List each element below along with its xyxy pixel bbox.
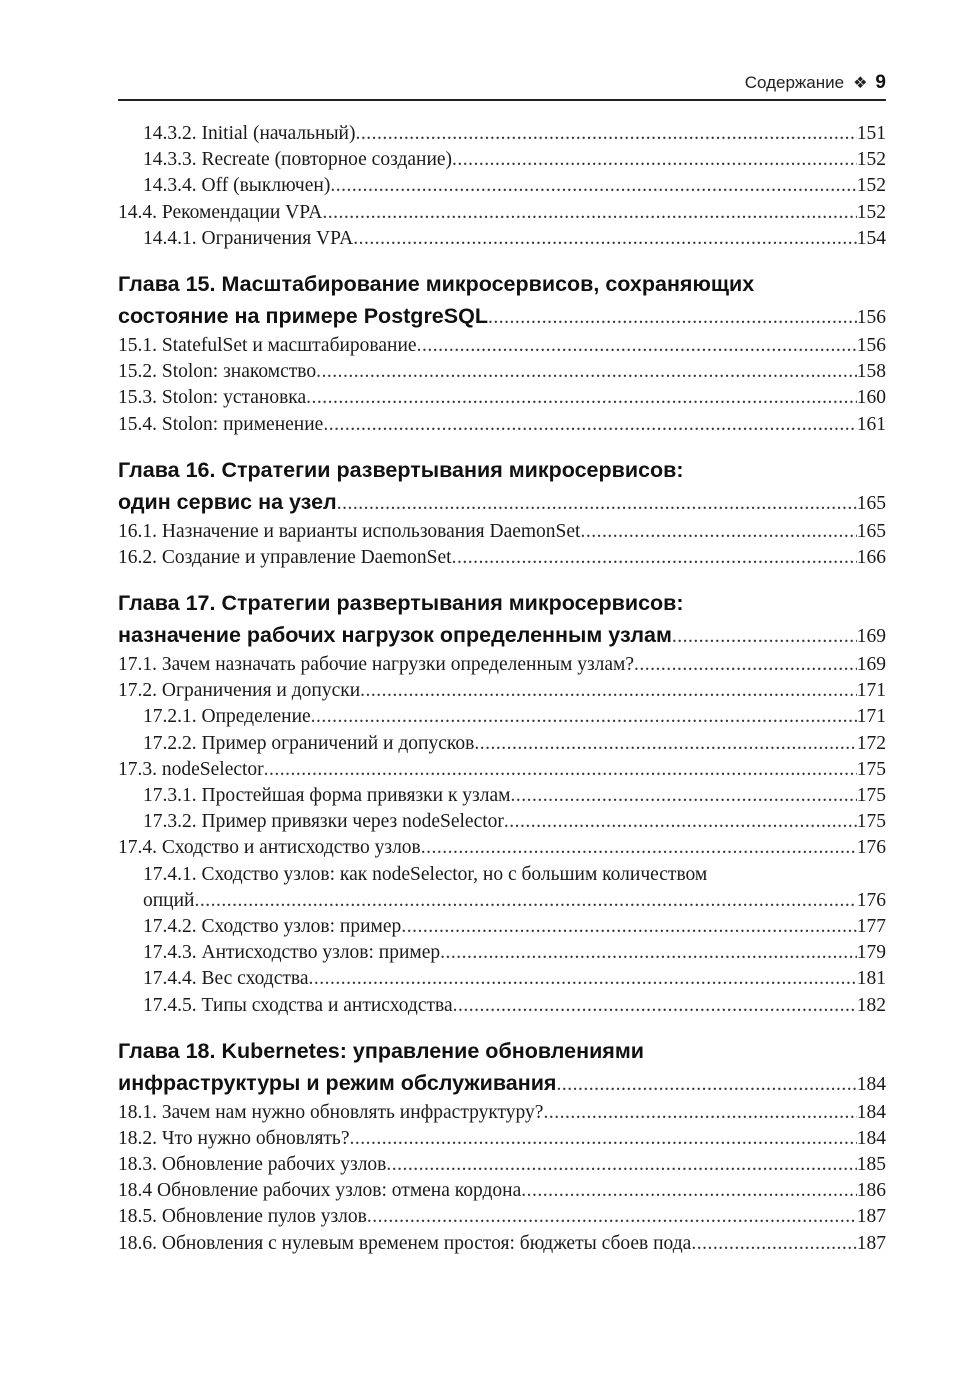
chapter-15 — [118, 269, 886, 438]
toc-entry-page: 156 — [856, 334, 886, 356]
toc-entry-label: 17.4. Сходство и антисходство узлов — [118, 837, 421, 859]
toc-entry[interactable] — [118, 914, 886, 940]
toc-entry[interactable] — [118, 200, 886, 226]
toc-entry-page: 152 — [856, 201, 886, 223]
toc-entry-label: 17.3. nodeSelector — [118, 758, 264, 780]
dot-leader — [580, 519, 856, 545]
toc-entry-label: 15.3. Stolon: установка — [118, 387, 307, 409]
chapter-entry[interactable] — [118, 619, 886, 652]
toc-entry-page: 187 — [856, 1232, 886, 1254]
toc-entry-page: 175 — [856, 758, 886, 780]
chapter-title-line[interactable]: Глава 17. Стратегии развертывания микросервисов: — [118, 591, 684, 616]
toc-entry[interactable] — [118, 1178, 886, 1204]
dot-leader — [474, 731, 856, 757]
toc-entry-label-wrapped[interactable]: 17.4.1. Сходство узлов: как nodeSelector, но с большим количеством — [143, 863, 708, 885]
dot-leader — [311, 704, 857, 730]
running-header — [118, 66, 886, 101]
toc-entry[interactable] — [118, 412, 886, 438]
toc-entry[interactable] — [118, 940, 886, 966]
toc-entry-page: 184 — [856, 1127, 886, 1149]
toc-entry-label: 14.4.1. Ограничения VPA — [143, 227, 354, 249]
toc-entry-page: 154 — [856, 227, 886, 249]
dot-leader — [306, 385, 857, 411]
header-title: Содержание — [744, 72, 845, 92]
toc-entry-page: 176 — [856, 889, 886, 911]
toc-entry-page: 151 — [856, 123, 886, 144]
toc-entry-page: 176 — [856, 837, 886, 859]
toc-entry[interactable] — [118, 966, 886, 992]
dot-leader — [349, 1126, 856, 1152]
dot-leader — [452, 545, 857, 571]
chapter-title-line[interactable]: Глава 16. Стратегии развертывания микросервисов: — [118, 457, 684, 482]
toc-entry-page: 186 — [856, 1180, 886, 1202]
dot-leader — [417, 333, 857, 359]
toc-entry-label: 15.1. StatefulSet и масштабирование — [118, 334, 417, 356]
toc-entry[interactable] — [118, 1231, 886, 1257]
toc-entry-page: 161 — [856, 413, 886, 435]
toc-entry-page: 156 — [856, 306, 886, 328]
toc-entry-page: 182 — [856, 994, 886, 1016]
dot-leader — [504, 809, 857, 835]
toc-entry-label: 18.3. Обновление рабочих узлов — [118, 1154, 387, 1176]
toc-entry[interactable] — [118, 173, 886, 199]
dot-leader — [308, 966, 856, 992]
toc-entry-page: 184 — [856, 1073, 886, 1095]
toc-entry-label: 15.2. Stolon: знакомство — [118, 361, 317, 383]
toc-entry-page: 160 — [856, 387, 886, 409]
dot-leader — [337, 487, 857, 520]
toc-entry-label: 17.4.3. Антисходство узлов: пример — [143, 942, 441, 964]
dot-leader — [353, 226, 856, 252]
chapter-entry[interactable] — [118, 486, 886, 519]
toc-entry-page: 152 — [856, 149, 886, 171]
dot-leader — [691, 1231, 856, 1257]
dot-leader — [510, 783, 856, 809]
page-number: 9 — [875, 71, 886, 93]
toc-entry-page: 172 — [856, 732, 886, 754]
toc-entry[interactable] — [118, 1126, 886, 1152]
chapter-title-line[interactable]: Глава 15. Масштабирование микросервисов, сохраняющих — [118, 271, 755, 296]
toc-entry[interactable] — [118, 835, 886, 861]
toc-entry[interactable] — [118, 1152, 886, 1178]
toc-entry-label: 17.3.1. Простейшая форма привязки к узлам — [143, 785, 511, 806]
toc-entry[interactable] — [118, 783, 886, 809]
toc-entry-label: 17.1. Зачем назначать рабочие нагрузки определенным узлам? — [118, 654, 635, 676]
dot-leader — [401, 914, 856, 940]
toc-entry[interactable] — [118, 757, 886, 783]
dot-leader — [322, 200, 856, 226]
toc-entry-label: 18.2. Что нужно обновлять? — [118, 1127, 350, 1149]
toc-entry-label: 17.2. Ограничения и допуски — [118, 680, 361, 702]
toc-entry-label: 14.4. Рекомендации VPA — [118, 201, 323, 223]
chapter-18 — [118, 1036, 886, 1257]
toc-entry[interactable] — [118, 704, 886, 730]
toc-entry-label: 16.1. Назначение и варианты использования DaemonSet — [118, 520, 581, 542]
chapter-title-line: один сервис на узел — [118, 489, 337, 514]
dot-leader — [195, 888, 857, 914]
dot-leader — [453, 993, 857, 1019]
toc-entry[interactable] — [118, 226, 886, 252]
toc-entry[interactable] — [118, 519, 886, 545]
toc-entry-label: 16.2. Создание и управление DaemonSet — [118, 546, 452, 568]
toc-entry-label: 17.2.2. Пример ограничений и допусков — [143, 732, 475, 754]
table-of-contents — [118, 121, 886, 1257]
toc-entry[interactable] — [118, 545, 886, 571]
toc-entry-page: 166 — [856, 546, 886, 568]
toc-entry[interactable] — [118, 993, 886, 1019]
toc-entry[interactable] — [118, 1204, 886, 1230]
dot-leader — [386, 1152, 856, 1178]
dot-leader — [323, 412, 856, 438]
toc-entry-label: 14.3.3. Recreate (повторное создание) — [143, 149, 453, 171]
dot-leader — [488, 301, 857, 334]
chapter-title-line[interactable]: Глава 18. Kubernetes: управление обновлениями — [118, 1038, 644, 1063]
toc-entry[interactable] — [118, 809, 886, 835]
chapter-16 — [118, 455, 886, 571]
dot-leader — [556, 1068, 856, 1101]
toc-entry-page: 165 — [856, 520, 886, 542]
dot-leader — [543, 1100, 856, 1126]
dot-leader — [672, 620, 857, 653]
toc-entry[interactable] — [118, 147, 886, 173]
dot-leader — [421, 835, 857, 861]
chapter-17 — [118, 588, 886, 1019]
toc-entry[interactable] — [118, 731, 886, 757]
toc-entry-label: опций — [143, 889, 195, 911]
toc-entry[interactable] — [118, 333, 886, 359]
chapter-title-line: состояние на примере PostgreSQL — [118, 303, 488, 328]
toc-entry-page: 187 — [856, 1206, 886, 1228]
toc-entry-label: 15.4. Stolon: применение — [118, 413, 324, 435]
toc-entry[interactable] — [118, 678, 886, 704]
dot-leader — [316, 359, 857, 385]
dot-leader — [360, 678, 857, 704]
dot-leader — [330, 173, 856, 199]
toc-entry[interactable] — [118, 121, 886, 147]
toc-entry-label: 17.3.2. Пример привязки через nodeSelector — [143, 811, 504, 833]
toc-entry-label: 14.3.2. Initial (начальный) — [143, 123, 356, 144]
dot-leader — [634, 652, 857, 678]
dot-leader — [355, 121, 856, 147]
dot-leader — [521, 1178, 856, 1204]
toc-entry-page: 158 — [856, 361, 886, 383]
dot-leader — [264, 757, 857, 783]
toc-entry-label: 18.6. Обновления с нулевым временем простоя: бюджеты сбоев пода — [118, 1232, 692, 1254]
toc-entry[interactable] — [118, 888, 886, 914]
toc-entry-label: 14.3.4. Off (выключен) — [143, 175, 331, 197]
toc-entry-page: 171 — [856, 706, 886, 728]
toc-entry-page: 169 — [856, 626, 886, 648]
toc-entry-page: 177 — [856, 915, 886, 937]
toc-entry-page: 175 — [856, 785, 886, 806]
toc-entry-page: 171 — [856, 680, 886, 702]
toc-entry[interactable] — [118, 385, 886, 411]
toc-entry-label: 17.2.1. Определение — [143, 706, 311, 728]
toc-entry-page: 165 — [856, 492, 886, 514]
toc-entry-label: 18.4 Обновление рабочих узлов: отмена кордона — [118, 1180, 522, 1202]
toc-entry-page: 185 — [856, 1154, 886, 1176]
dot-leader — [452, 147, 857, 173]
toc-entry-page: 175 — [856, 811, 886, 833]
dot-leader — [440, 940, 857, 966]
chapter-entry[interactable] — [118, 1067, 886, 1100]
toc-entry-label: 18.1. Зачем нам нужно обновлять инфраструктуру? — [118, 1101, 544, 1123]
toc-entry-page: 152 — [856, 175, 886, 197]
dot-leader — [367, 1204, 857, 1230]
chapter-entry[interactable] — [118, 300, 886, 333]
toc-entry-label: 17.4.5. Типы сходства и антисходства — [143, 994, 453, 1016]
toc-entry[interactable] — [118, 1100, 886, 1126]
chapter-title-line: назначение рабочих нагрузок определенным узлам — [118, 623, 672, 648]
toc-entry-page: 169 — [856, 654, 886, 676]
toc-entry-page: 184 — [856, 1101, 886, 1123]
toc-entry[interactable] — [118, 652, 886, 678]
chapter-title-line: инфраструктуры и режим обслуживания — [118, 1070, 557, 1095]
diamond-ornament-icon: ❖ — [853, 74, 868, 92]
toc-entry[interactable] — [118, 359, 886, 385]
toc-entry-label: 17.4.4. Вес сходства — [143, 968, 309, 990]
toc-entry-label: 18.5. Обновление пулов узлов — [118, 1206, 367, 1228]
toc-entry-page: 181 — [856, 968, 886, 990]
toc-entry-label: 17.4.2. Сходство узлов: пример — [143, 915, 402, 937]
toc-entry-page: 179 — [856, 942, 886, 964]
